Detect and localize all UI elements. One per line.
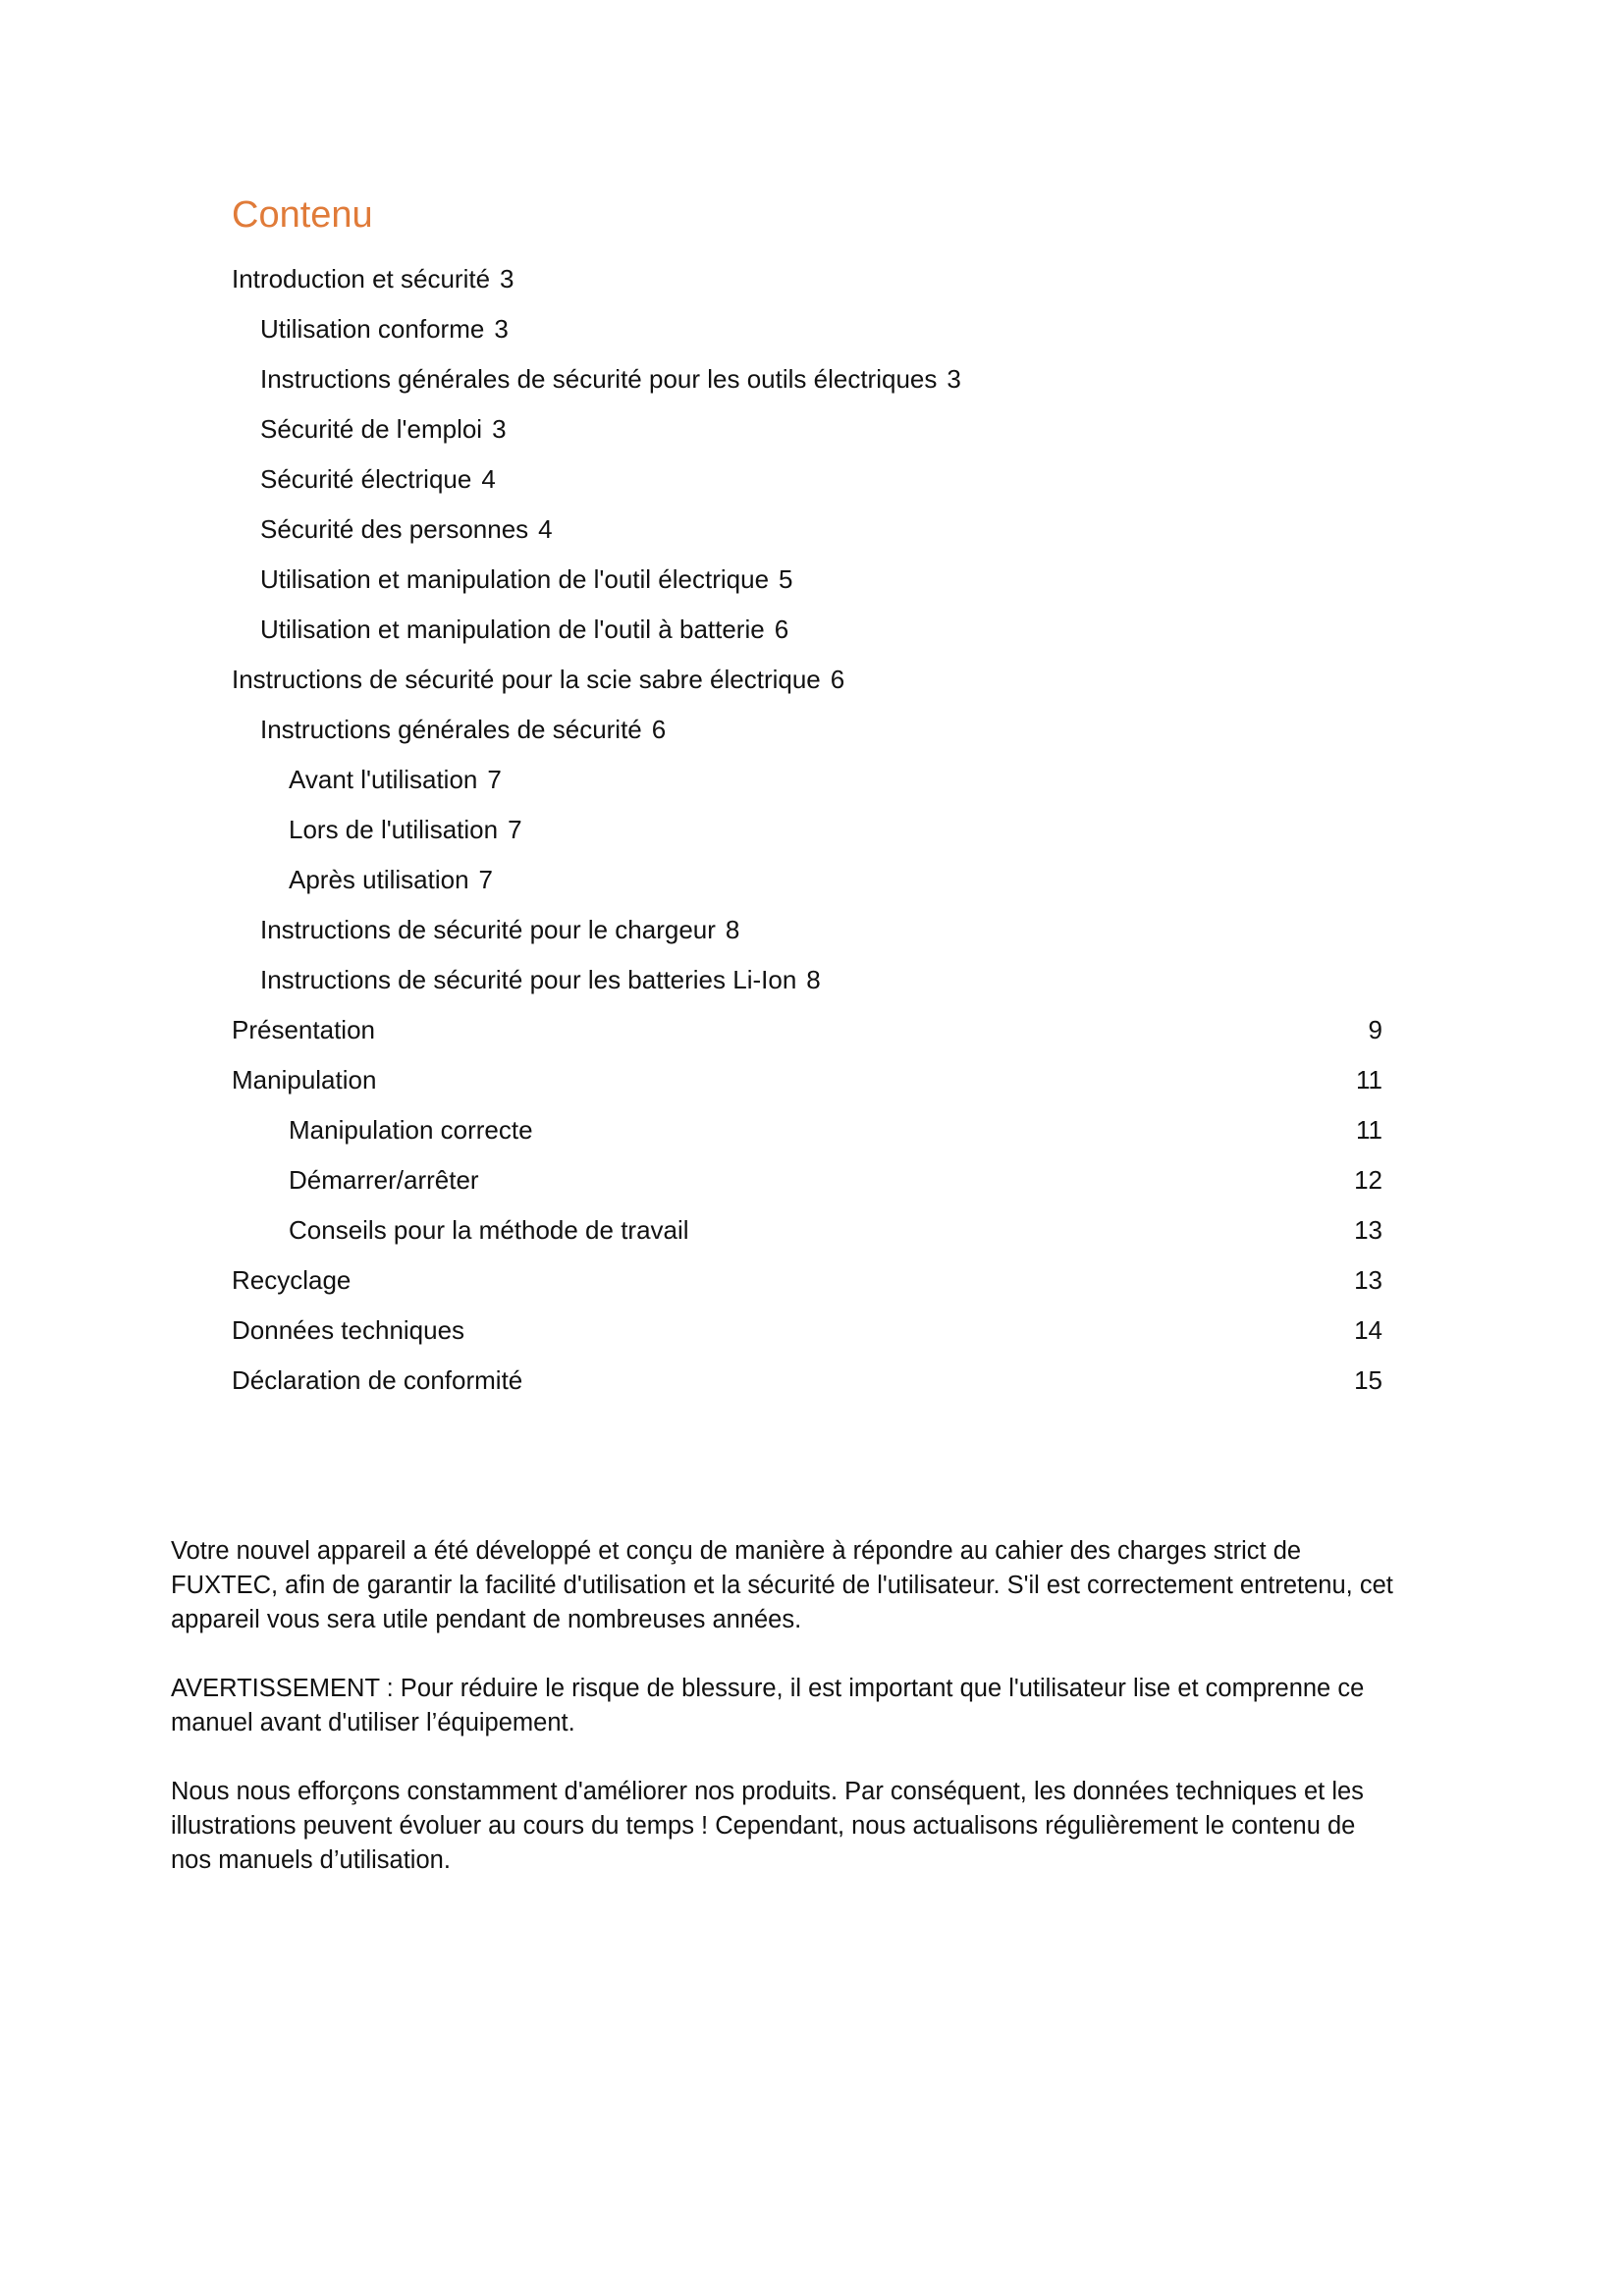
toc-entry[interactable] <box>232 1359 1390 1409</box>
toc-title: Contenu <box>232 194 373 236</box>
toc-entry-text: Utilisation et manipulation de l'outil à batterie <box>260 614 765 644</box>
toc-entry[interactable] <box>232 307 1390 357</box>
toc-entry-page: 6 <box>651 715 667 744</box>
toc-entry-text: Démarrer/arrêter <box>289 1165 479 1195</box>
table-of-contents <box>232 257 1390 1409</box>
toc-entry-text: Instructions générales de sécurité <box>260 715 642 744</box>
toc-entry-page: 7 <box>478 865 494 894</box>
toc-entry-text: Utilisation et manipulation de l'outil électrique <box>260 564 770 594</box>
toc-entry-page: 3 <box>500 264 514 294</box>
toc-entry[interactable] <box>232 1108 1390 1158</box>
toc-entry[interactable] <box>232 457 1390 507</box>
toc-entry-page: 3 <box>947 364 961 394</box>
toc-entry-text: Conseils pour la méthode de travail <box>289 1215 689 1245</box>
toc-entry[interactable] <box>232 958 1390 1008</box>
toc-entry[interactable] <box>232 257 1390 307</box>
toc-entry-text: Données techniques <box>232 1315 465 1345</box>
toc-entry-page: 11 <box>1356 1065 1382 1095</box>
toc-entry[interactable] <box>232 507 1390 558</box>
toc-entry[interactable] <box>232 1008 1390 1058</box>
toc-entry-page: 3 <box>494 314 509 344</box>
toc-entry-page: 4 <box>481 464 496 494</box>
toc-entry-text: Manipulation <box>232 1065 377 1095</box>
toc-entry[interactable] <box>232 808 1390 858</box>
toc-entry-page: 8 <box>725 915 740 944</box>
toc-entry-text: Sécurité électrique <box>260 464 472 494</box>
toc-entry-page: 11 <box>1356 1115 1382 1145</box>
toc-entry-text: Introduction et sécurité <box>232 264 491 294</box>
toc-entry[interactable] <box>232 1258 1390 1308</box>
toc-entry-text: Déclaration de conformité <box>232 1365 523 1395</box>
toc-entry[interactable] <box>232 1158 1390 1208</box>
toc-entry-page: 7 <box>508 815 522 844</box>
toc-entry[interactable] <box>232 608 1390 658</box>
toc-entry-text: Après utilisation <box>289 865 469 894</box>
toc-entry-page: 3 <box>492 414 507 444</box>
warning-paragraph: AVERTISSEMENT : Pour réduire le risque de blessure, il est important que l'utilisateur lise et comprenne ce manuel avant d'utiliser l’équipement. <box>171 1675 1365 1736</box>
toc-entry[interactable] <box>232 908 1390 958</box>
toc-entry[interactable] <box>232 858 1390 908</box>
toc-entry[interactable] <box>232 1208 1390 1258</box>
intro-paragraph: Nous nous efforçons constamment d'améliorer nos produits. Par conséquent, les données techniques et les illustrations peuvent évoluer au cours du temps ! Cependant, nous actualisons régulièrement le contenu de nos manuels d’utilisation. <box>171 1778 1364 1874</box>
toc-entry-page: 8 <box>806 965 821 994</box>
toc-entry-text: Avant l'utilisation <box>289 765 478 794</box>
toc-entry-text: Sécurité de l'emploi <box>260 414 483 444</box>
toc-entry[interactable] <box>232 357 1390 407</box>
toc-entry[interactable] <box>232 1308 1390 1359</box>
toc-entry-page: 7 <box>487 765 502 794</box>
toc-entry-page: 13 <box>1354 1215 1382 1245</box>
toc-entry-text: Recyclage <box>232 1265 352 1295</box>
toc-entry-text: Utilisation conforme <box>260 314 485 344</box>
toc-entry-text: Manipulation correcte <box>289 1115 533 1145</box>
toc-entry-text: Instructions générales de sécurité pour les outils électriques <box>260 364 938 394</box>
toc-entry[interactable] <box>232 708 1390 758</box>
toc-entry-page: 12 <box>1354 1165 1382 1195</box>
toc-entry-page: 5 <box>779 564 793 594</box>
toc-entry[interactable] <box>232 1058 1390 1108</box>
intro-paragraph: Votre nouvel appareil a été développé et conçu de manière à répondre au cahier des charges strict de FUXTEC, afin de garantir la facilité d'utilisation et la sécurité de l'utilisateur. S'il est correctement entretenu, cet appareil vous sera utile pendant de nombreuses années. <box>171 1537 1393 1633</box>
toc-entry-page: 6 <box>830 665 845 694</box>
toc-entry[interactable] <box>232 758 1390 808</box>
toc-entry[interactable] <box>232 407 1390 457</box>
toc-entry[interactable] <box>232 558 1390 608</box>
toc-entry-text: Instructions de sécurité pour la scie sabre électrique <box>232 665 821 694</box>
toc-entry-text: Sécurité des personnes <box>260 514 529 544</box>
toc-entry-text: Lors de l'utilisation <box>289 815 499 844</box>
intro-text <box>171 1534 1398 1912</box>
toc-entry-text: Instructions de sécurité pour le chargeur <box>260 915 716 944</box>
toc-entry-page: 14 <box>1354 1315 1382 1345</box>
toc-entry-page: 4 <box>538 514 553 544</box>
toc-entry[interactable] <box>232 658 1390 708</box>
toc-entry-page: 15 <box>1354 1365 1382 1395</box>
toc-entry-page: 13 <box>1354 1265 1382 1295</box>
toc-entry-page: 6 <box>774 614 789 644</box>
toc-entry-text: Présentation <box>232 1015 375 1044</box>
toc-entry-page: 9 <box>1368 1015 1382 1044</box>
toc-entry-text: Instructions de sécurité pour les batteries Li-Ion <box>260 965 797 994</box>
